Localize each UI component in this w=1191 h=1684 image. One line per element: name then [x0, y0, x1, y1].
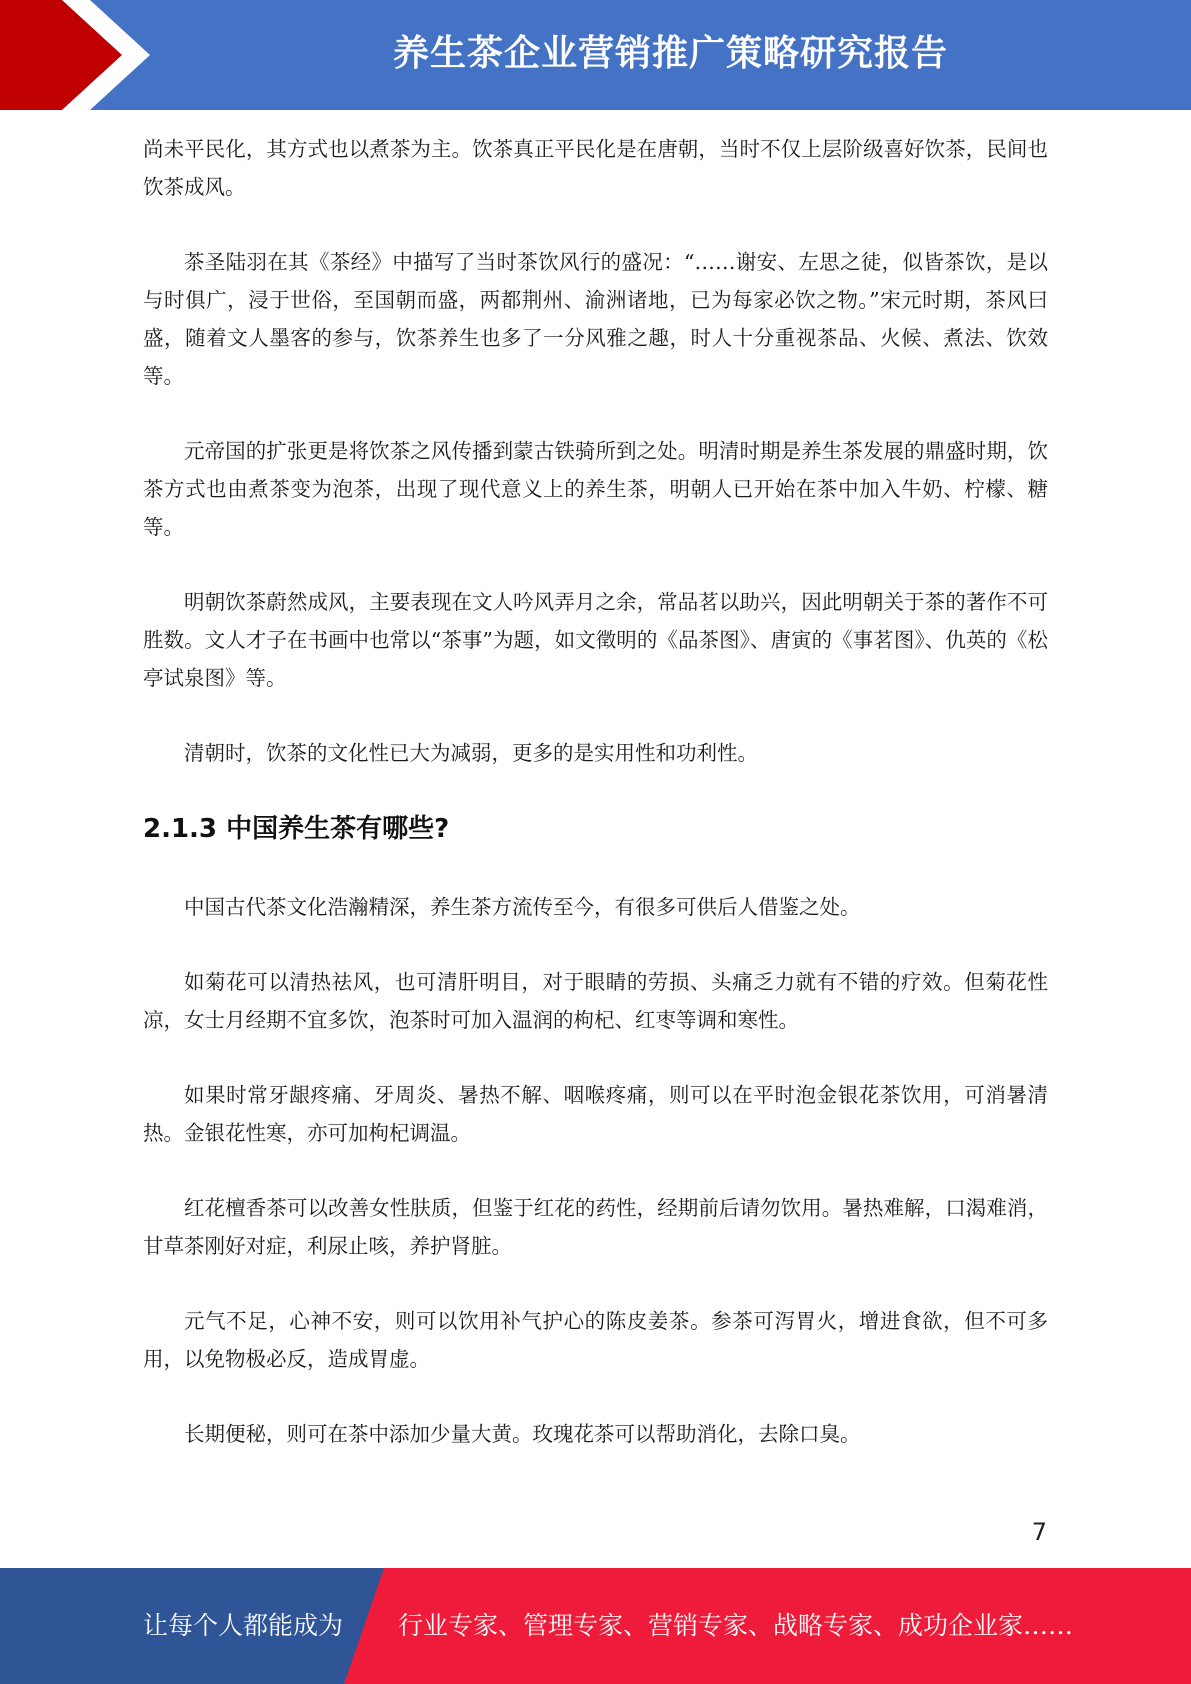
paragraph: 如菊花可以清热祛风，也可清肝明目，对于眼睛的劳损、头痛乏力就有不错的疗效。但菊花性凉，女士月经期不宜多饮，泡茶时可加入温润的枸杞、红枣等调和寒性。: [143, 970, 1048, 1032]
paragraph: 清朝时，饮茶的文化性已大为减弱，更多的是实用性和功利性。: [184, 741, 758, 765]
document-body: [143, 130, 1048, 1490]
paragraph: 明朝饮茶蔚然成风，主要表现在文人吟风弄月之余，常品茗以助兴，因此明朝关于茶的著作不可胜数。文人才子在书画中也常以“茶事”为题，如文徵明的《品茶图》、唐寅的《事茗图》、仇英的《松亭试泉图》等。: [143, 590, 1048, 690]
paragraph: 中国古代茶文化浩瀚精深，养生茶方流传至今，有很多可供后人借鉴之处。: [184, 895, 861, 919]
footer-slogan-right: 行业专家、管理专家、营销专家、战略专家、成功企业家……: [398, 1611, 1074, 1640]
paragraph: 红花檀香茶可以改善女性肤质，但鉴于红花的药性，经期前后请勿饮用。暑热难解，口渴难消，甘草茶刚好对症，利尿止咳，养护肾脏。: [143, 1196, 1048, 1258]
paragraph: 元气不足，心神不安，则可以饮用补气护心的陈皮姜茶。参茶可泻胃火，增进食欲，但不可多用，以免物极必反，造成胃虚。: [143, 1309, 1048, 1371]
page-header: [0, 0, 1191, 110]
header-chevron-decoration: [0, 0, 160, 110]
paragraph: 尚未平民化，其方式也以煮茶为主。饮茶真正平民化是在唐朝，当时不仅上层阶级喜好饮茶，民间也饮茶成风。: [143, 137, 1048, 199]
paragraph: 茶圣陆羽在其《茶经》中描写了当时茶饮风行的盛况：“……谢安、左思之徒，似皆茶饮，是以与时俱广，浸于世俗，至国朝而盛，两都荆州、渝洲诸地，已为每家必饮之物。”宋元时期，茶风曰盛，随着文人墨客的参与，饮茶养生也多了一分风雅之趣，时人十分重视茶品、火候、煮法、饮效等。: [143, 250, 1048, 388]
paragraph: 元帝国的扩张更是将饮茶之风传播到蒙古铁骑所到之处。明清时期是养生茶发展的鼎盛时期，饮茶方式也由煮茶变为泡茶，出现了现代意义上的养生茶，明朝人已开始在茶中加入牛奶、柠檬、糖等。: [143, 439, 1048, 539]
paragraph: 长期便秘，则可在茶中添加少量大黄。玫瑰花茶可以帮助消化，去除口臭。: [184, 1422, 861, 1446]
section-heading: 2.1.3 中国养生茶有哪些?: [143, 814, 450, 844]
page-number: 7: [1031, 1518, 1047, 1546]
report-title: 养生茶企业营销推广策略研究报告: [392, 33, 948, 74]
footer-slogan-left: 让每个人都能成为: [143, 1611, 344, 1640]
paragraph: 如果时常牙龈疼痛、牙周炎、暑热不解、咽喉疼痛，则可以在平时泡金银花茶饮用，可消暑清热。金银花性寒，亦可加枸杞调温。: [143, 1083, 1048, 1145]
page-footer: [0, 1568, 1191, 1684]
